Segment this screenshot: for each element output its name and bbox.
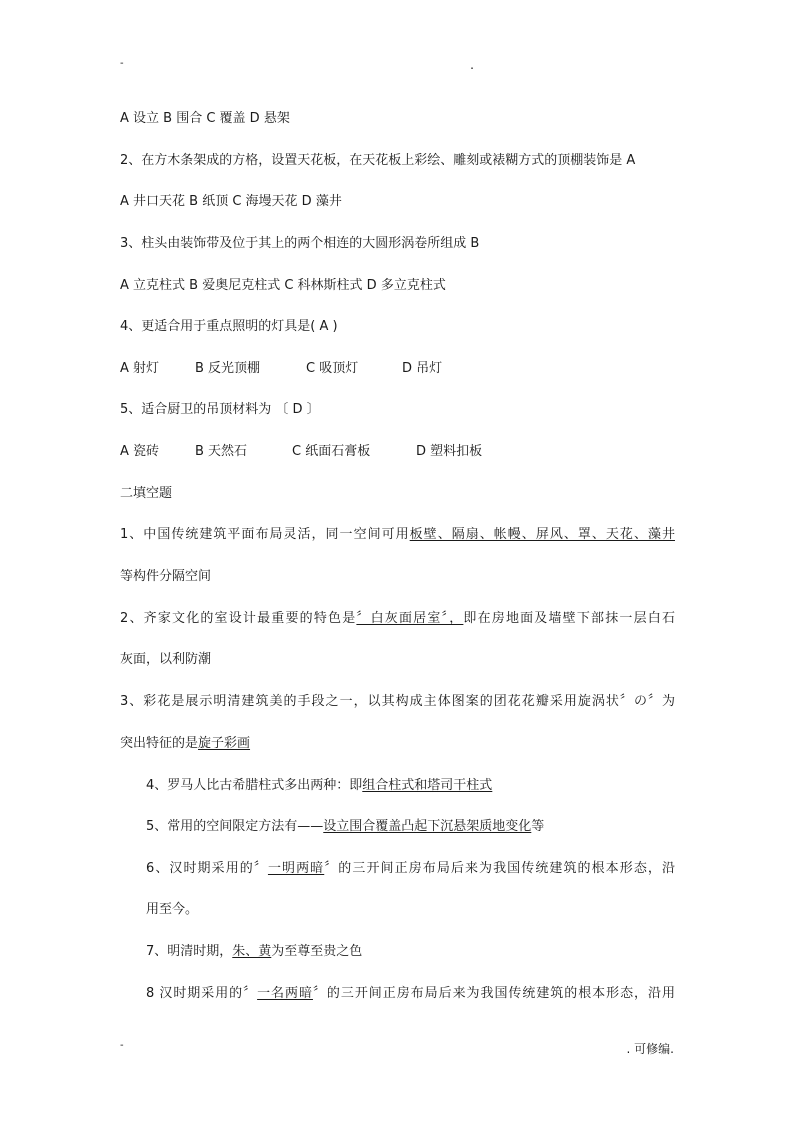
option-a: A 射灯 [120,361,160,376]
header-left-mark: - [120,58,124,69]
text-segment: 1、中国传统建筑平面布局灵活，同一空间可用 [120,527,410,542]
option-line: A 设立 B 围合 C 覆盖 D 悬架 [120,111,290,126]
text-segment: 5、常用的空间限定方法有—— [146,819,324,834]
answer-underline: 旋子彩画 [198,736,251,751]
text-segment: 即在房地面及墙壁下部抹一层白石 [463,611,675,626]
text-segment: 6、汉时期采用的〞 [146,861,268,876]
option-d: D 塑料扣板 [416,444,483,459]
question-line: 2、在方木条架成的方格，设置天花板，在天花板上彩绘、雕刻或裱糊方式的顶棚装饰是 A [120,153,636,168]
fill-in-line: 灰面，以利防潮 [120,652,212,667]
option-b: B 天然石 [195,444,248,459]
question-line: 3、柱头由装饰带及位于其上的两个相连的大圆形涡卷所组成 B [120,236,480,251]
footer-left-mark: - [120,1040,124,1051]
answer-underline: 〞白灰面居室〞， [356,611,464,626]
fill-in-line [146,860,675,878]
option-c: C 吸顶灯 [306,361,359,376]
answer-underline: 朱、黄 [232,944,272,959]
text-segment: 等 [531,819,545,834]
section-heading: 二填空题 [120,486,173,501]
fill-in-line [146,943,675,961]
option-c: C 纸面石膏板 [292,444,371,459]
footer-right-text: . 可修编. [626,1042,674,1056]
fill-in-line [146,777,675,795]
answer-underline: 一名两暗 [257,986,313,1001]
text-segment: 〞的三开间正房布局后来为我国传统建筑的根本形态，沿 [324,861,675,876]
option-line: A 立克柱式 B 爱奥尼克柱式 C 科林斯柱式 D 多立克柱式 [120,278,446,293]
text-segment: 2、齐家文化的室设计最重要的特色是 [120,611,357,626]
option-d: D 吊灯 [402,361,443,376]
text-segment: 4、罗马人比古希腊柱式多出两种：即 [146,778,363,793]
fill-in-line [146,985,675,1003]
question-line: 5、适合厨卫的吊顶材料为 〔 D 〕 [120,402,320,417]
fill-in-line [120,526,675,544]
text-segment: 7、明清时期， [146,944,233,959]
fill-in-line [120,610,675,628]
text-segment: 〞的三开间正房布局后来为我国传统建筑的根本形态，沿用 [312,986,675,1001]
answer-underline: 板壁、隔扇、帐幔、屏风、罩、天花、藻井 [409,527,675,542]
text-segment: 突出特征的是 [120,736,199,751]
page-header [120,58,674,72]
fill-in-line: 等构件分隔空间 [120,569,212,584]
option-b: B 反光顶棚 [195,361,261,376]
page-footer [120,1040,674,1054]
answer-underline: 设立围合覆盖凸起下沉悬架质地变化 [323,819,532,834]
text-segment: 8 汉时期采用的〞 [146,986,258,1001]
fill-in-line: 用至今。 [146,902,199,917]
option-a: A 瓷砖 [120,444,160,459]
answer-underline: 一明两暗 [267,861,325,876]
text-segment: 为至尊至贵之色 [271,944,363,959]
answer-underline: 组合柱式和塔司干柱式 [362,778,493,793]
header-right-mark: . [470,58,474,72]
fill-in-line [146,818,675,836]
question-line: 4、更适合用于重点照明的灯具是( A ) [120,319,338,334]
fill-in-line: 3、彩花是展示明清建筑美的手段之一，以其构成主体图案的团花花瓣采用旋涡状〞の〞为 [120,694,675,709]
fill-in-line [120,735,675,753]
option-line: A 井口天花 B 纸顶 C 海墁天花 D 藻井 [120,194,342,209]
